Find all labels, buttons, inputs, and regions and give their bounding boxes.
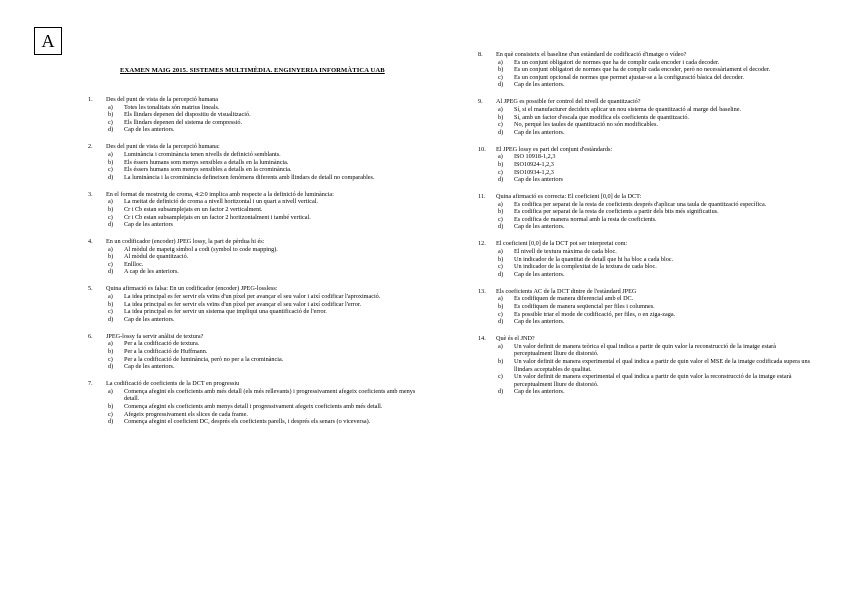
answer-option (88, 214, 428, 222)
option-letter: a) (498, 342, 503, 350)
option-letter: b) (108, 300, 114, 308)
option-letter: a) (108, 293, 113, 301)
answer-option (478, 153, 813, 161)
option-text: Es possible triar el mode de codificació, per files, o en ziga-zaga. (514, 310, 676, 318)
option-letter: c) (108, 260, 113, 268)
question (88, 96, 428, 134)
answer-option (88, 388, 428, 403)
option-letter: a) (498, 58, 503, 66)
answer-option (88, 308, 428, 316)
answer-option (88, 246, 428, 254)
question-header (478, 51, 813, 59)
option-letter: b) (498, 160, 504, 168)
option-letter: a) (108, 103, 113, 111)
option-text: Per a la codificació de textura. (124, 340, 200, 348)
answer-option (478, 161, 813, 169)
option-text: Cap de les anteriors. (514, 388, 565, 396)
option-text: Els llindars depenen del sistema de compressió. (124, 118, 243, 126)
answer-option (88, 261, 428, 269)
question-number: 10. (478, 145, 486, 153)
question-header (88, 96, 428, 104)
question-header (88, 191, 428, 199)
option-text: Sí, si el manufacturer decideix aplicar un nou sistema de quantització al marge del baseline. (514, 105, 742, 113)
option-letter: b) (498, 357, 504, 365)
answer-option (478, 114, 813, 122)
option-text: La idea principal es fer servir un sistema que impliqui una quantificació de l'error. (124, 308, 327, 316)
option-text: La idea principal es fer servir els veïns d'un píxel per avançar el seu valor i així codificar l'aproximació. (124, 293, 381, 301)
option-text: Un valor definit de manera experimental el qual indica a partir de quin valor la reconstrucció de la imatge estarà perceptualment lliure de distorsió. (514, 373, 792, 388)
question-header (88, 285, 428, 293)
question-number: 8. (478, 51, 483, 58)
question-number: 6. (88, 332, 93, 340)
option-letter: d) (498, 270, 504, 278)
question-text: Al JPEG es possible fer control del nivell de quantització? (496, 98, 641, 106)
answer-option (88, 198, 428, 206)
question-number: 9. (478, 98, 483, 106)
answer-option (478, 343, 813, 358)
option-text: No, perquè les taules de quantització no són modificables. (514, 121, 658, 129)
option-letter: a) (498, 105, 503, 113)
question (478, 240, 813, 278)
option-letter: a) (108, 340, 113, 348)
option-letter: c) (498, 310, 503, 318)
question-text: En el format de mostreig de croma, 4:2:0 implica amb respecte a la definició de luminància: (106, 190, 334, 198)
answer-option (478, 271, 813, 279)
question (478, 193, 813, 231)
option-text: La idea principal es fer servir els veïns d'un píxel per avançar el seu valor i així codificar l'error. (124, 300, 362, 308)
question-number: 1. (88, 96, 93, 103)
option-text: Cap de les anteriors. (124, 363, 175, 371)
option-text: Un indicador de la complexitat de la textura de cada bloc. (514, 263, 657, 271)
option-text: Al mòdul de mapeig símbol a codi (symbol to code mapping). (124, 245, 278, 253)
answer-option (478, 201, 813, 209)
exam-title: EXAMEN MAIG 2015. SISTEMES MULTIMÈDIA. ENGINYERIA INFORMÀTICA UAB (120, 67, 385, 74)
answer-option (88, 411, 428, 419)
option-text: Els éssers humans som menys sensibles a detalls en la luminància. (124, 158, 289, 166)
option-letter: a) (498, 295, 503, 303)
question-text: El JPEG lossy es part del conjunt d'estàndards: (496, 145, 613, 153)
question (88, 333, 428, 371)
option-text: Es codifica per separat de la resta de coeficients després d'aplicar una taula de quantització específica. (514, 200, 767, 208)
answer-option (478, 169, 813, 177)
answer-option (88, 301, 428, 309)
option-text: Es un conjunt obligatori de normes que ha de complir cada encoder i cada decoder. (514, 58, 720, 66)
answer-option (478, 81, 813, 89)
answer-option (478, 176, 813, 184)
question-text: En què consisteix el baseline d'un estàndard de codificació d'imatge o vídeo? (496, 51, 687, 58)
option-letter: b) (498, 113, 504, 121)
option-letter: b) (498, 208, 504, 216)
answer-option (478, 263, 813, 271)
question-header (478, 193, 813, 201)
option-letter: c) (498, 263, 503, 271)
option-letter: a) (108, 150, 113, 158)
question-text: JPEG-lossy fa servir anàlisi de textura? (106, 332, 204, 340)
option-text: Sí, amb un factor d'escala que modifica els coeficients de quantització. (514, 113, 689, 121)
option-text: ISO10934-1,2,3 (514, 168, 554, 176)
question-text: Els coeficients AC de la DCT dintre de l'estàndard JPEG (496, 287, 637, 295)
answer-option (478, 388, 813, 396)
option-letter: d) (498, 223, 504, 231)
option-letter: c) (498, 373, 503, 381)
option-letter: a) (108, 387, 113, 395)
option-letter: b) (108, 347, 114, 355)
question-header (478, 146, 813, 154)
answer-option (88, 104, 428, 112)
option-letter: a) (108, 198, 113, 206)
option-letter: b) (498, 302, 504, 310)
answer-option (478, 121, 813, 129)
answer-option (88, 174, 428, 182)
answer-option (478, 74, 813, 82)
question-number: 4. (88, 238, 93, 246)
option-text: Cap de les anteriors. (514, 128, 565, 136)
option-text: Luminància i crominància tenen nivells de definició semblants. (124, 150, 281, 158)
option-letter: b) (108, 402, 114, 410)
answer-option (88, 418, 428, 426)
option-text: Cap de les anteriors. (124, 126, 175, 134)
option-letter: c) (108, 308, 113, 316)
answer-option (88, 340, 428, 348)
answer-option (478, 66, 813, 74)
answer-option (478, 216, 813, 224)
option-letter: d) (108, 315, 114, 323)
answer-option (88, 316, 428, 324)
option-text: Al mòdul de quantització. (124, 253, 189, 261)
answer-option (478, 373, 813, 388)
option-text: Cap de les anteriors. (514, 270, 565, 278)
question-number: 2. (88, 143, 93, 151)
option-letter: b) (108, 253, 114, 261)
option-letter: b) (108, 158, 114, 166)
option-text: Un valor definit de manera teòrica el qual indica a partir de quin valor la reconstrucció de la imatge estarà perceptualment lliure de distorsió. (514, 342, 776, 358)
option-letter: d) (108, 173, 114, 181)
question-text: Des del punt de vista de la percepció humana (106, 96, 219, 103)
option-text: A cap de les anteriors. (124, 268, 179, 276)
question (478, 288, 813, 326)
answer-option (88, 119, 428, 127)
answer-option (478, 208, 813, 216)
right-column (478, 51, 813, 405)
answer-option (88, 293, 428, 301)
question-header (88, 238, 428, 246)
option-letter: d) (108, 221, 114, 229)
answer-option (478, 223, 813, 231)
question (478, 98, 813, 136)
option-text: Per a la codificació de luminància, però no per a la crominància. (124, 355, 284, 363)
option-letter: d) (498, 81, 504, 89)
option-letter: c) (498, 215, 503, 223)
option-text: Cr i Cb estan subsamplejats en un factor 2 horitzontalment i també vertical. (124, 213, 311, 221)
question-text: Quina afirmació es correcta: El coeficient [0,0] de la DCT: (496, 193, 642, 201)
option-text: Es codifiquen de manera diferencial amb el DC. (514, 295, 634, 303)
answer-option (88, 126, 428, 134)
option-letter: b) (498, 66, 504, 74)
option-text: Per a la codificació de Huffmann. (124, 347, 208, 355)
question (478, 51, 813, 89)
question-header (478, 288, 813, 296)
question-number: 5. (88, 285, 93, 293)
left-column (88, 96, 428, 435)
question (88, 238, 428, 276)
option-text: Cap de les anteriors. (514, 81, 565, 89)
option-letter: c) (498, 121, 503, 129)
option-text: La meitat de definició de croma a nivell horitzontal i un quart a nivell vertical. (124, 198, 318, 206)
answer-option (478, 129, 813, 137)
option-text: Els llindars depenen del dispositiu de visualització. (124, 111, 251, 119)
option-letter: d) (108, 268, 114, 276)
answer-option (88, 403, 428, 411)
option-letter: d) (108, 418, 114, 426)
option-letter: c) (108, 355, 113, 363)
answer-option (88, 268, 428, 276)
question (88, 191, 428, 229)
answer-option (478, 358, 813, 373)
question-header (478, 240, 813, 248)
option-letter: c) (498, 73, 503, 81)
option-text: La luminància i la crominància defineixen fenòmens diferents amb llindars de detall no comparables. (124, 173, 375, 181)
question (478, 146, 813, 184)
question-number: 11. (478, 193, 486, 201)
option-letter: d) (498, 176, 504, 184)
answer-option (88, 348, 428, 356)
option-text: Es codifiquen de manera seqüencial per files i columnes. (514, 302, 655, 310)
option-letter: d) (498, 318, 504, 326)
option-letter: b) (498, 255, 504, 263)
option-letter: a) (108, 245, 113, 253)
option-letter: d) (108, 126, 114, 134)
option-letter: c) (108, 166, 113, 174)
question-number: 13. (478, 287, 486, 295)
option-text: Es codifica per separat de la resta de coeficients a partir dels bits més significatius. (514, 208, 719, 216)
exam-version-badge: A (34, 27, 62, 55)
option-letter: b) (108, 111, 114, 119)
option-text: Els éssers humans som menys sensibles a detalls en la crominància. (124, 166, 292, 174)
option-text: Comença afegint els coeficients amb menys detall i progressivament afegeix coeficients amb més detall. (124, 402, 383, 410)
option-letter: a) (498, 200, 503, 208)
answer-option (478, 106, 813, 114)
answer-option (88, 206, 428, 214)
question-number: 3. (88, 190, 93, 198)
option-text: ISO10924-1,2,3 (514, 160, 554, 168)
option-text: Es un conjunt obligatori de normes que ha de complir cada encoder, però no necessàriament el decoder. (514, 66, 771, 74)
option-text: Es un conjunt opcional de normes que permet ajustar-se a la configuració bàsica del decoder. (514, 73, 744, 81)
option-text: Cr i Cb estan subsamplejats en un factor 2 verticalment. (124, 205, 263, 213)
option-text: Comença afegint els coeficients amb més detall (els més rellevants) i progressivament afegeix coeficients amb menys detall. (124, 387, 416, 403)
question-header (478, 98, 813, 106)
option-text: Enllloc. (124, 260, 144, 268)
answer-option (478, 248, 813, 256)
option-letter: d) (108, 363, 114, 371)
answer-option (478, 318, 813, 326)
option-letter: a) (498, 153, 503, 161)
option-letter: d) (498, 128, 504, 136)
answer-option (88, 363, 428, 371)
option-letter: c) (108, 213, 113, 221)
question-text: Quina afirmació es falsa: En un codificador (encoder) JPEG-lossless: (106, 285, 278, 293)
answer-option (88, 111, 428, 119)
question-text: Des del punt de vista de la percepció humana: (106, 143, 220, 151)
option-letter: c) (108, 118, 113, 126)
option-text: Cap de les anteriors. (514, 318, 565, 326)
answer-option (88, 151, 428, 159)
option-text: El nivell de textura màxima de cada bloc. (514, 248, 617, 256)
answer-option (88, 159, 428, 167)
question-header (88, 143, 428, 151)
question-number: 12. (478, 240, 486, 248)
question-text: La codificació de coeficients de la DCT en progressiu (106, 380, 240, 388)
question-header (478, 335, 813, 343)
question (88, 285, 428, 323)
answer-option (88, 253, 428, 261)
option-text: Cap de les anteriors (124, 221, 173, 229)
option-text: Cap de les anteriors. (124, 315, 175, 323)
answer-option (88, 166, 428, 174)
option-text: Comença afegint el coeficient DC, després els coeficients parells, i després els senars (o viceversa). (124, 418, 371, 426)
question (478, 335, 813, 396)
answer-option (88, 221, 428, 229)
answer-option (478, 311, 813, 319)
question-header (88, 380, 428, 388)
question-number: 14. (478, 335, 486, 343)
option-text: Un indicador de la quantitat de detall que hi ha bloc a cada bloc. (514, 255, 674, 263)
question-text: Què és el JND? (496, 335, 535, 343)
answer-option (478, 59, 813, 67)
option-text: Es codifica de manera normal amb la resta de coeficients. (514, 215, 657, 223)
question-text: En un codificador (encoder) JPEG lossy, la part de pèrdua hi és: (106, 238, 265, 246)
option-letter: c) (108, 410, 113, 418)
option-text: Cap de les anteriors (514, 176, 563, 184)
option-letter: d) (498, 388, 504, 396)
option-text: ISO 10918-1,2,3 (514, 153, 556, 161)
answer-option (478, 256, 813, 264)
answer-option (88, 356, 428, 364)
option-text: Afegeix progressivament els slices de cada frame. (124, 410, 248, 418)
question (88, 380, 428, 426)
question-number: 7. (88, 380, 93, 388)
option-letter: b) (108, 205, 114, 213)
option-text: Totes les tonalitats són matrius lineals. (124, 103, 220, 111)
answer-option (478, 303, 813, 311)
option-letter: a) (498, 248, 503, 256)
answer-option (478, 295, 813, 303)
option-letter: c) (498, 168, 503, 176)
question-header (88, 333, 428, 341)
option-text: Cap de les anteriors. (514, 223, 565, 231)
question (88, 143, 428, 181)
option-text: Un valor definit de manera experimental el qual indica a partir de quin valor el MSE de la imatge codificada supera uns llindars acceptables de qualitat. (514, 357, 811, 373)
question-text: El coeficient [0,0] de la DCT pot ser interpretat com: (496, 240, 628, 248)
